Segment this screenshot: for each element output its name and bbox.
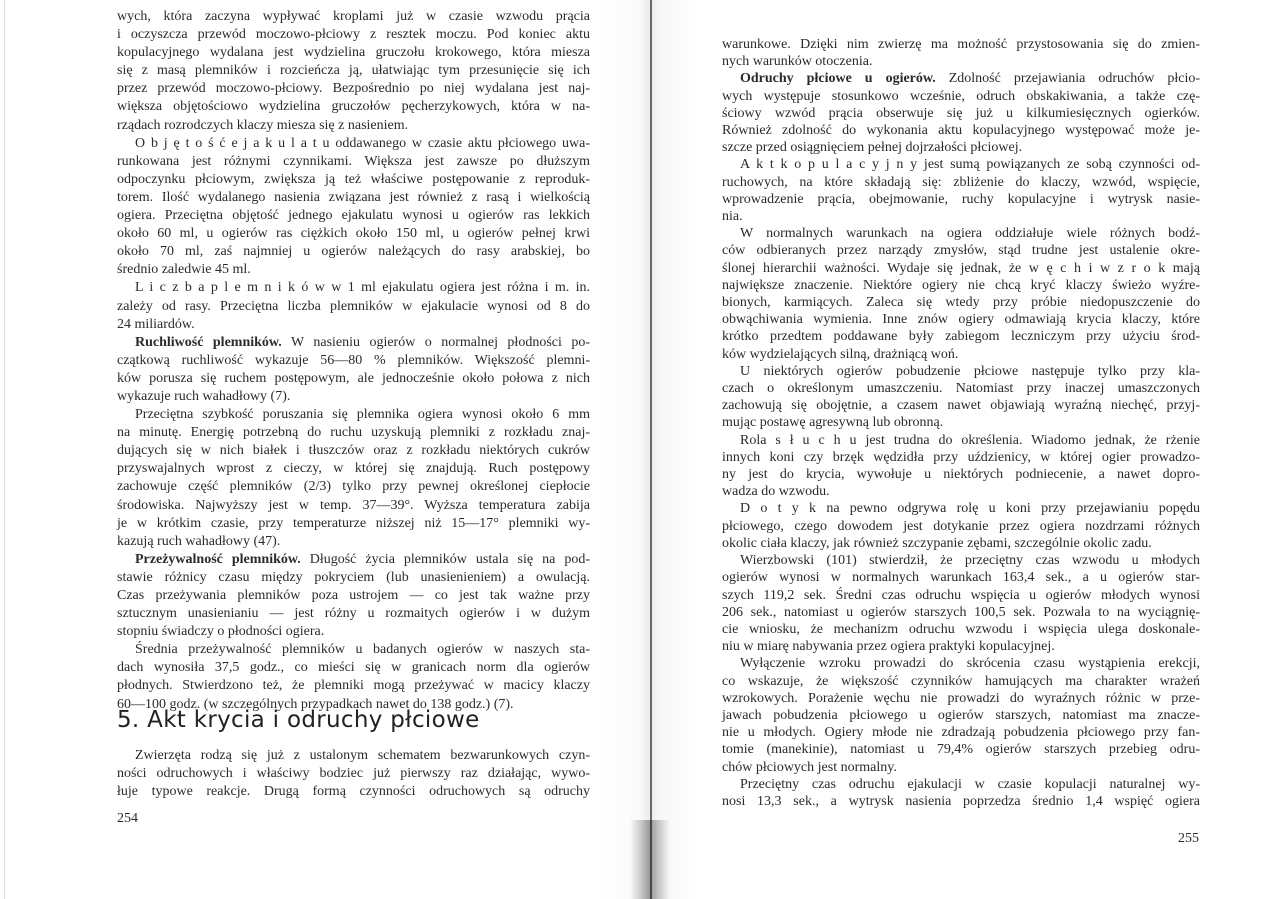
text-line [722,518,1200,535]
line-text: W nasieniu ogierów o normalnej płodności po- [281,334,590,350]
text-line [722,88,1200,105]
line-text: Długość życia plemników ustala się na pod- [300,551,590,567]
line-text: na minutę. Energię potrzebną do ruchu uzyskują plemniki z rozkładu znaj- [117,425,590,441]
text-line [722,156,1200,173]
paragraph [117,747,590,801]
line-text: rządach rozrodczych klaczy miesza się z nasieniem. [117,117,409,133]
page-edge [4,0,5,899]
text-line [117,424,590,442]
left-page-body [117,8,590,712]
line-text: średnio zaledwie 45 ml. [117,262,251,278]
line-text: ogierów wynosi w normalnych warunkach 163,4 sek., a u ogierów star- [722,570,1200,586]
text-line [117,189,590,207]
line-text: 206 sek., natomiast u ogierów starszych 100,5 sek. Pozwala to na wyciągnię- [722,604,1200,620]
line-text: okolic ciała klaczy, jak również szczypanie zębami, szczególnie okolic zadu. [722,535,1152,551]
line-text: dach wynosiła 37,5 godz., co mieści się w granicach norm dla ogierów [117,660,590,676]
text-line [117,370,590,388]
line-text: kopulacyjnego wydalana jest wydzielina gruczołu krokowego, która miesza [117,45,590,61]
line-text: ny jest do krycia, wywołuje u niektórych podniecenie, a nawet dopro- [722,467,1200,483]
line-text: wprowadzenie prącia, obejmowanie, ruchy kopulacyjne i wytrysk nasie- [722,191,1200,207]
line-text: mując postawę agresywną lub obronną. [722,415,944,431]
line-text: nia. [722,209,743,225]
line-text: sztucznym unasienianiu — jest różny u rozmaitych ogierów i w dużym [117,606,590,622]
line-text: nych warunków otoczenia. [722,54,873,70]
line-text: Zdolność przejawiania odruchów płcio- [935,71,1200,87]
text-line [117,747,590,765]
line-text: jawach pobudzenia płciowego u ogierów starszych, natomiast ma znacze- [722,707,1200,723]
text-line [117,515,590,533]
text-line [722,741,1200,758]
text-line [117,261,590,279]
text-line [117,641,590,659]
text-line [722,122,1200,139]
text-line [117,117,590,135]
text-line [117,8,590,26]
line-text: ruchowych, na które składają się: zbliżenie do klaczy, wzwód, wspięcie, [722,174,1200,190]
line-text: nie u młodych. Ogiery młode nie zdradzają pobudzenia płciowego przy fan- [722,725,1200,741]
text-line [722,724,1200,741]
text-line [722,260,1200,277]
text-line [117,98,590,116]
line-text: niu w miarę nabywania przez ogiera praktyki kopulacyjnej. [722,639,1055,655]
text-line [117,171,590,189]
paragraph [117,406,590,551]
text-line [722,449,1200,466]
gutter-fold-line [650,0,652,899]
text-line [722,225,1200,242]
paragraph [117,135,590,280]
text-line [722,311,1200,328]
line-text: stawie różnicy czasu między pokryciem (lub unasienieniem) a owulacją. [117,569,590,585]
line-text: odpoczynku płciowym, zwiększa ją też właściwe postępowanie z reproduk- [117,171,590,187]
page-number-right: 255 [1178,831,1199,846]
line-text: Czas przeżywania plemników poza ustrojem — co jest tak ważne przy [117,588,590,603]
line-text: U niektórych ogierów pobudzenie płciowe następuje tylko przy kla- [740,363,1200,379]
paragraph [722,225,1200,363]
paragraph [722,36,1200,70]
text-line [722,621,1200,638]
line-text: wzrokowych. Porażenie węchu nie prowadzi do wyraźnych różnic w prze- [722,690,1200,706]
text-line [722,535,1200,552]
line-text: kazują ruch wahadłowy (47). [117,533,281,549]
text-line [722,673,1200,690]
text-line [722,277,1200,294]
line-text: tomie (manekinie), natomiast u 79,4% ogierów starszych przebieg odru- [722,742,1200,758]
line-text: zależy od rasy. Przeciętna liczba plemników w ejakulacie wynosi od 8 do [117,298,590,314]
bold-lead-in: Odruchy płciowe u ogierów. [740,71,936,87]
bold-lead-in: Przeżywalność plemników. [135,551,301,567]
left-page-section-body [117,747,590,801]
line-text: bionych, karmiących. Zaleca się wtedy przy próbie niedopuszczenie do [722,295,1200,311]
line-text: O b j ę t o ś ć e j a k u l a t u oddawanego w czasie aktu płciowego uwa- [135,135,590,151]
text-line [117,243,590,261]
right-page-body [722,36,1200,810]
bold-lead-in: Ruchliwość plemników. [135,334,282,350]
text-line [117,587,590,605]
text-line [117,153,590,171]
line-text: czątkową ruchliwość wykazuje 56—80 % plemników. Większość plemni- [117,352,590,368]
line-text: obwąchiwania wymienia. Inne znów ogiery odmawiają krycia klaczy, które [722,312,1200,328]
text-line [722,191,1200,208]
text-line [117,551,590,569]
line-text: stopniu świadczy o płodności ogiera. [117,624,325,640]
line-text: cie wniosku, że mechanizm odruchu wzwodu i wspięcia ulega doskonale- [722,621,1200,637]
paragraph [117,551,590,641]
line-text: warunkowe. Dzięki nim zwierzę ma możność przystosowania się do zmien- [722,37,1200,52]
line-text: środowiska. Najwyższy jest w temp. 37—39°. Wyższa temperatura zabija [117,497,590,513]
line-text: ślonej hierarchii ważności. Wydaje się jednak, że w ę c h i w z r o k mają [722,260,1200,276]
text-line [117,783,590,801]
line-text: czach o określonym umaszczeniu. Natomiast przy inaczej umaszczonych [722,381,1200,397]
line-text: szych 119,2 sek. Średni czas odruchu wspięcia u ogierów młodych wynosi [722,587,1200,603]
line-text: wadza do wzwodu. [722,484,830,500]
line-text: zachowuje część plemników (2/3) tylko przy pewnej określonej ciepłocie [117,479,590,495]
line-text: runkowana jest różnymi czynnikami. Większa jest zawsze po dłuższym [117,153,590,169]
line-text: płciowego, czego dowodem jest dotykanie przez ogiera nozdrzami różnych [722,518,1200,534]
text-line [722,587,1200,604]
text-line [117,80,590,98]
text-line [117,279,590,297]
section-heading: 5. Akt krycia i odruchy płciowe [117,707,480,733]
line-text: A k t k o p u l a c y j n y jest sumą powiązanych ze sobą czynności od- [740,157,1200,173]
text-line [722,294,1200,311]
line-text: L i c z b a p l e m n i k ó w w 1 ml ejakulatu ogiera jest różna i m. in. [135,280,590,296]
text-line [722,655,1200,672]
text-line [117,62,590,80]
line-text: największe znaczenie. Niektóre ogiery nie chcą kryć klaczy świeżo wyźre- [722,277,1200,293]
text-line [117,569,590,587]
text-line [722,690,1200,707]
line-text: przyswajalnych wprost z cieczy, w której się znajdują. Ruch postępowy [117,461,590,477]
line-text: innych koni czy brzęk wędzidła przy uździenicy, w której ogier prowadzo- [722,449,1200,465]
line-text: i oczyszcza przewód moczowo-płciowy z resztek moczu. Pod koniec aktu [117,27,590,43]
line-text: wych występuje stosunkowo wcześnie, odruch obskakiwania, a także czę- [722,88,1200,104]
line-text: Przeciętny czas odruchu ejakulacji w czasie kopulacji naturalnej wy- [740,776,1200,792]
text-line [722,346,1200,363]
line-text: ściowy wzwód prącia obserwuje się już u kilkumiesięcznych ogierków. [722,105,1200,121]
text-line [722,70,1200,87]
text-line [722,569,1200,586]
text-line [117,623,590,641]
line-text: nosi 13,3 sek., a wytrysk nasienia poprzedza średnio 1,4 wspięć ogiera [722,793,1200,809]
page-number-left: 254 [117,811,138,826]
line-text: szcze przed osiągnięciem pełnej dojrzałości płciowej. [722,140,1023,156]
text-line [117,478,590,496]
line-text: ców odbieranych przez narządy zmysłów, stąd trudne jest ustalenie okre- [722,243,1200,259]
text-line [722,604,1200,621]
paragraph [722,432,1200,501]
line-text: płodnych. Stwierdzono też, że plemniki mogą przeżywać w macicy klaczy [117,678,590,694]
paragraph [117,334,590,406]
text-line [722,139,1200,156]
line-text: torem. Ilość wydalanego nasienia związana jest również z rasą i wielkością [117,189,590,205]
line-text: krótko przedtem poddawane były zabiegom leczniczym przy użyciu środ- [722,329,1200,345]
text-line [722,776,1200,793]
line-text: Średnia przeżywalność plemników u badanych ogierów w naszych sta- [135,642,590,658]
line-text: Również zdolność do wykonania aktu kopulacyjnego występować może je- [722,123,1200,139]
line-text: D o t y k na pewno odgrywa rolę u koni przy przejawianiu popędu [740,501,1200,517]
text-line [117,207,590,225]
paragraph [722,363,1200,432]
text-line [722,328,1200,345]
paragraph [117,279,590,333]
text-line [722,380,1200,397]
text-line [722,552,1200,569]
line-text: 24 miliardów. [117,316,195,332]
text-line [722,363,1200,380]
text-line [722,432,1200,449]
line-text: ności odruchowych i właściwy bodziec już pierwszy raz działając, wywo- [117,766,590,782]
text-line [117,26,590,44]
text-line [117,765,590,783]
text-line [117,659,590,677]
paragraph [722,70,1200,156]
text-line [117,497,590,515]
text-line [722,36,1200,53]
line-text: ków wydzielających silną, drażniącą woń. [722,346,959,362]
text-line [722,105,1200,122]
text-line [117,388,590,406]
line-text: około 60 ml, u ogierów ras ciężkich około 150 ml, u ogierów pełnej krwi [117,226,590,242]
paragraph [117,641,590,713]
line-text: ogiera. Przeciętna objętość jednego ejakulatu wynosi u ogierów ras lekkich [117,208,590,224]
line-text: ków porusza się ruchem postępowym, ale jednocześnie około połowa z nich [117,370,590,386]
gutter-shadow [630,820,670,899]
text-line [117,605,590,623]
paragraph [722,156,1200,225]
text-line [117,334,590,352]
line-text: zachowują się obojętnie, a czasem nawet objawiają wyraźną niechęć, przyj- [722,398,1200,414]
text-line [722,397,1200,414]
line-text: przez przewód moczowo-płciowy. Bezpośrednio po niej wydalana jest naj- [117,81,590,97]
text-line [722,53,1200,70]
paragraph [722,776,1200,810]
line-text: Przeciętna szybkość poruszania się plemnika ogiera wynosi około 6 mm [135,407,590,423]
text-line [722,759,1200,776]
text-line [117,316,590,334]
paragraph [722,655,1200,775]
text-line [117,135,590,153]
text-line [722,500,1200,517]
line-text: wych, która zaczyna wypływać kroplami już w czasie wzwodu prącia [117,9,590,24]
text-line [117,298,590,316]
text-line [722,793,1200,810]
text-line [117,677,590,695]
text-line [117,442,590,460]
text-line [117,352,590,370]
text-line [722,174,1200,191]
line-text: 60—100 godz. (w szczególnych przypadkach nawet do 138 godz.) (7). [117,696,514,712]
line-text: chów płciowych jest normalny. [722,759,897,775]
paragraph [722,500,1200,552]
line-text: Wierzbowski (101) stwierdził, że przeciętny czas wzwodu u młodych [740,553,1200,569]
line-text: co wskazuje, że większość czynników hamujących ma charakter wrażeń [722,673,1200,689]
text-line [117,406,590,424]
paragraph [722,552,1200,655]
line-text: łuje typowe reakcje. Drugą formą czynności odruchowych są odruchy [117,784,590,800]
text-line [722,414,1200,431]
text-line [117,44,590,62]
paragraph [117,8,590,135]
text-line [722,208,1200,225]
line-text: się z masą plemników i rozcieńcza ją, ułatwiając tym przesunięcie się ich [117,63,590,79]
line-text: je w krótkim czasie, przy temperaturze niższej niż 15—17° plemniki wy- [117,515,590,531]
text-line [722,638,1200,655]
line-text: większa objętościowo wydzielina gruczołów pęcherzykowych, która w na- [117,99,590,115]
text-line [722,466,1200,483]
text-line [722,707,1200,724]
line-text: W normalnych warunkach na ogiera oddziałuje wiele różnych bodź- [740,226,1200,242]
text-line [117,533,590,551]
line-text: około 70 ml, zaś najmniej u ogierów należących do rasy arabskiej, bo [117,244,590,260]
line-text: Rola s ł u c h u jest trudna do określenia. Wiadomo jednak, że rżenie [740,432,1200,448]
line-text: Zwierzęta rodzą się już z ustalonym schematem bezwarunkowych czyn- [135,748,590,763]
text-line [722,483,1200,500]
line-text: Wyłączenie wzroku prowadzi do skrócenia czasu wystąpienia erekcji, [740,656,1200,672]
line-text: dujących się w nich białek i tłuszczów oraz z rozkładu niektórych cukrów [117,443,590,459]
text-line [117,225,590,243]
text-line [117,460,590,478]
text-line [722,242,1200,259]
line-text: wykazuje ruch wahadłowy (7). [117,388,291,404]
